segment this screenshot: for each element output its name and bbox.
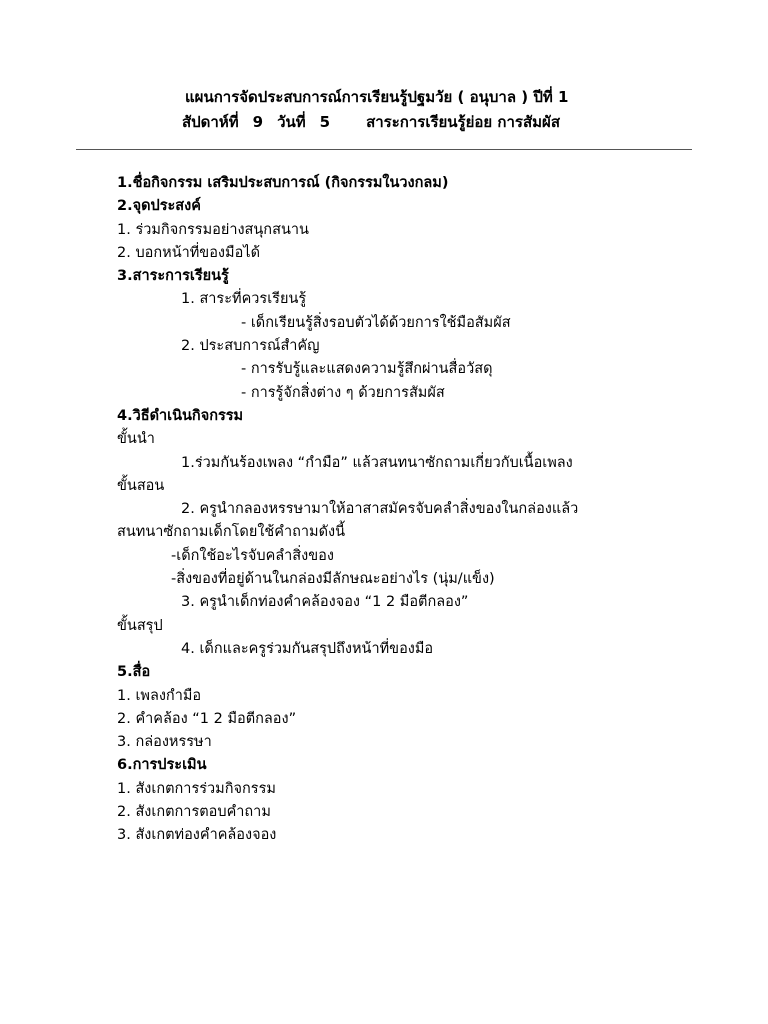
- document-body: [117, 172, 677, 848]
- day-label: วันที่: [277, 113, 306, 131]
- day-number: 5: [319, 113, 331, 131]
- purpose-heading: 2.จุดประสงค์: [117, 198, 201, 215]
- week-number: 9: [252, 113, 264, 131]
- evaluation-heading: 6.การประเมิน: [117, 757, 207, 774]
- media-item: 1. เพลงกำมือ: [117, 687, 202, 704]
- media-item: 3. กล่องหรรษา: [117, 734, 212, 751]
- plan-subtitle: [182, 109, 560, 136]
- evaluation-item: 2. สังเกตการตอบคำถาม: [117, 804, 271, 821]
- step-item: 4. เด็กและครูร่วมกันสรุปถึงหน้าที่ของมือ: [181, 640, 434, 657]
- step-item: 1.ร่วมกันร้องเพลง “กำมือ” แล้วสนทนาซักถามเกี่ยวกับเนื้อเพลง: [181, 454, 573, 471]
- step-item: 2. ครูนำกลองหรรษามาให้อาสาสมัครจับคลำสิ่งของในกล่องแล้ว: [181, 501, 579, 518]
- method-heading: 4.วิธีดำเนินกิจกรรม: [117, 407, 244, 424]
- step-intro-label: ขั้นนำ: [117, 431, 155, 448]
- learning-subitem: - การรู้จักสิ่งต่าง ๆ ด้วยการสัมผัส: [241, 384, 445, 401]
- step-item-continued: สนทนาซักถามเด็กโดยใช้คำถามดังนี้: [117, 524, 345, 541]
- media-item: 2. คำคล้อง “1 2 มือตีกลอง”: [117, 710, 297, 727]
- evaluation-item: 3. สังเกตท่องคำคล้องจอง: [117, 827, 277, 844]
- learning-heading: 3.สาระการเรียนรู้: [117, 268, 229, 285]
- learning-item: 2. ประสบการณ์สำคัญ: [181, 338, 320, 355]
- media-heading: 5.สื่อ: [117, 664, 151, 681]
- plan-title: แผนการจัดประสบการณ์การเรียนรู้ปฐมวัย ( อนุบาล ) ปีที่ 1: [185, 88, 569, 106]
- step-summary-label: ขั้นสรุป: [117, 617, 163, 634]
- learning-subitem: - เด็กเรียนรู้สิ่งรอบตัวได้ด้วยการใช้มือสัมผัส: [241, 314, 511, 331]
- activity-title: 1.ชื่อกิจกรรม เสริมประสบการณ์ (กิจกรรมในวงกลม): [117, 175, 449, 191]
- question-item: -สิ่งของที่อยู่ด้านในกล่องมีลักษณะอย่างไร (นุ่ม/แข็ง): [171, 571, 495, 588]
- header-divider: [76, 149, 692, 150]
- learning-subitem: - การรับรู้และแสดงความรู้สึกผ่านสื่อวัสดุ: [241, 361, 493, 378]
- subject-label: สาระการเรียนรู้ย่อย การสัมผัส: [366, 113, 560, 131]
- purpose-item: 1. ร่วมกิจกรรมอย่างสนุกสนาน: [117, 221, 309, 238]
- week-label: สัปดาห์ที่: [182, 113, 239, 131]
- step-item: 3. ครูนำเด็กท่องคำคล้องจอง “1 2 มือตีกลอง”: [181, 594, 469, 611]
- purpose-item: 2. บอกหน้าที่ของมือได้: [117, 244, 260, 261]
- step-teach-label: ขั้นสอน: [117, 477, 165, 494]
- evaluation-item: 1. สังเกตการร่วมกิจกรรม: [117, 780, 276, 797]
- learning-item: 1. สาระที่ควรเรียนรู้: [181, 291, 307, 308]
- question-item: -เด็กใช้อะไรจับคลำสิ่งของ: [171, 547, 334, 564]
